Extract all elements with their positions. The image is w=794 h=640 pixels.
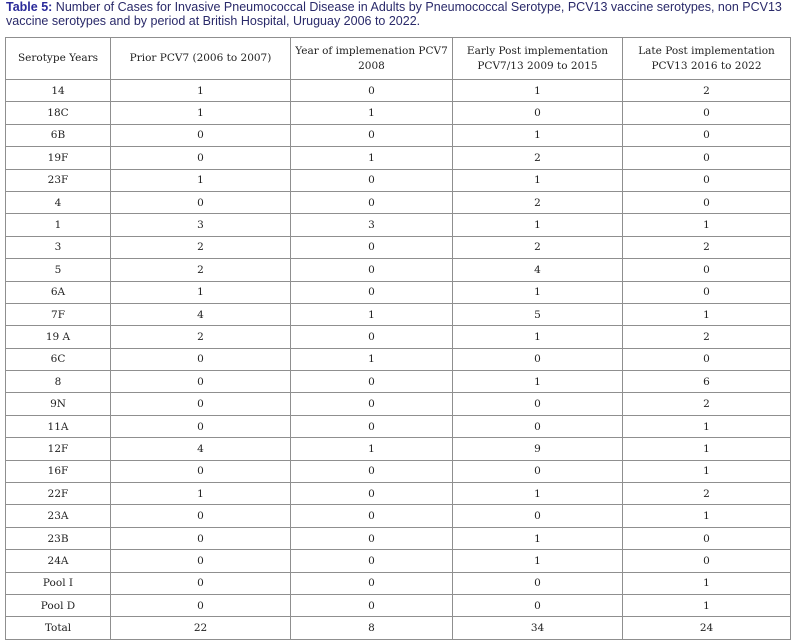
cell-early-post: 2 — [453, 147, 623, 169]
cell-early-post: 1 — [453, 80, 623, 102]
cell-serotype: 4 — [6, 191, 111, 213]
cell-serotype: 23F — [6, 169, 111, 191]
table-caption — [6, 0, 792, 28]
cell-early-post: 0 — [453, 460, 623, 482]
cell-late-post: 1 — [623, 505, 791, 527]
cell-serotype: 6C — [6, 348, 111, 370]
cell-early-post: 0 — [453, 594, 623, 616]
cell-implementation-2008: 0 — [291, 124, 453, 146]
table-row — [6, 124, 791, 146]
cell-prior-pcv7: 1 — [111, 169, 291, 191]
cell-serotype: 14 — [6, 80, 111, 102]
table-row — [6, 303, 791, 325]
table-row — [6, 259, 791, 281]
cell-late-post: 24 — [623, 617, 791, 639]
cell-late-post: 0 — [623, 348, 791, 370]
cell-serotype: 5 — [6, 259, 111, 281]
cell-early-post: 0 — [453, 415, 623, 437]
table-row — [6, 371, 791, 393]
cell-implementation-2008: 0 — [291, 371, 453, 393]
cell-late-post: 1 — [623, 594, 791, 616]
cell-late-post: 0 — [623, 169, 791, 191]
table-row — [6, 147, 791, 169]
table-row — [6, 102, 791, 124]
cell-implementation-2008: 0 — [291, 80, 453, 102]
cell-implementation-2008: 0 — [291, 505, 453, 527]
cell-late-post: 1 — [623, 214, 791, 236]
cell-early-post: 9 — [453, 438, 623, 460]
cell-prior-pcv7: 0 — [111, 527, 291, 549]
cell-prior-pcv7: 3 — [111, 214, 291, 236]
cell-serotype: 19F — [6, 147, 111, 169]
cell-early-post: 1 — [453, 483, 623, 505]
cell-implementation-2008: 0 — [291, 594, 453, 616]
header-row — [6, 38, 791, 80]
cell-serotype: 23A — [6, 505, 111, 527]
cell-serotype: 1 — [6, 214, 111, 236]
cell-serotype: 3 — [6, 236, 111, 258]
cell-prior-pcv7: 2 — [111, 236, 291, 258]
cell-early-post: 5 — [453, 303, 623, 325]
cell-early-post: 4 — [453, 259, 623, 281]
cell-implementation-2008: 1 — [291, 303, 453, 325]
total-row — [6, 617, 791, 639]
cell-prior-pcv7: 0 — [111, 191, 291, 213]
cell-implementation-2008: 1 — [291, 102, 453, 124]
header-cell-serotype: Serotype Years — [6, 38, 111, 80]
cell-late-post: 0 — [623, 259, 791, 281]
cell-implementation-2008: 1 — [291, 147, 453, 169]
cell-early-post: 1 — [453, 371, 623, 393]
cell-early-post: 2 — [453, 236, 623, 258]
cell-serotype: Total — [6, 617, 111, 639]
cell-prior-pcv7: 4 — [111, 303, 291, 325]
table-row — [6, 550, 791, 572]
table-row — [6, 326, 791, 348]
cell-late-post: 1 — [623, 303, 791, 325]
cell-prior-pcv7: 0 — [111, 572, 291, 594]
cell-serotype: Pool D — [6, 594, 111, 616]
cell-early-post: 1 — [453, 326, 623, 348]
cell-serotype: 12F — [6, 438, 111, 460]
cell-prior-pcv7: 0 — [111, 147, 291, 169]
cell-implementation-2008: 0 — [291, 326, 453, 348]
cell-serotype: 6B — [6, 124, 111, 146]
cell-late-post: 1 — [623, 415, 791, 437]
header-cell-implementation-2008: Year of implemenation PCV7 2008 — [291, 38, 453, 80]
cell-serotype: 24A — [6, 550, 111, 572]
cell-early-post: 0 — [453, 348, 623, 370]
table-row — [6, 438, 791, 460]
cases-table — [5, 37, 791, 640]
cell-late-post: 0 — [623, 527, 791, 549]
cell-late-post: 1 — [623, 572, 791, 594]
table-row — [6, 169, 791, 191]
cell-implementation-2008: 0 — [291, 415, 453, 437]
cell-serotype: 16F — [6, 460, 111, 482]
cell-late-post: 2 — [623, 483, 791, 505]
cell-prior-pcv7: 4 — [111, 438, 291, 460]
cell-early-post: 1 — [453, 281, 623, 303]
header-cell-early-post: Early Post implementation PCV7/13 2009 to 2015 — [453, 38, 623, 80]
cell-late-post: 0 — [623, 191, 791, 213]
table-row — [6, 527, 791, 549]
cell-implementation-2008: 1 — [291, 438, 453, 460]
table-row — [6, 191, 791, 213]
cell-implementation-2008: 3 — [291, 214, 453, 236]
cell-early-post: 0 — [453, 393, 623, 415]
header-cell-prior-pcv7: Prior PCV7 (2006 to 2007) — [111, 38, 291, 80]
table-row — [6, 460, 791, 482]
table-row — [6, 214, 791, 236]
cell-early-post: 0 — [453, 505, 623, 527]
cell-early-post: 0 — [453, 572, 623, 594]
cell-prior-pcv7: 0 — [111, 371, 291, 393]
cell-early-post: 1 — [453, 169, 623, 191]
cell-early-post: 34 — [453, 617, 623, 639]
caption-text: Number of Cases for Invasive Pneumococcal Disease in Adults by Pneumococcal Serotype, PCV13 vaccine serotypes, non PCV13 vaccine serotypes and by period at British Hospital, Uruguay 2006 to 2022. — [6, 0, 782, 28]
cell-implementation-2008: 0 — [291, 572, 453, 594]
cell-prior-pcv7: 0 — [111, 550, 291, 572]
cell-serotype: 6A — [6, 281, 111, 303]
table-row — [6, 505, 791, 527]
cell-late-post: 0 — [623, 102, 791, 124]
cell-early-post: 1 — [453, 527, 623, 549]
cell-early-post: 1 — [453, 214, 623, 236]
cell-late-post: 6 — [623, 371, 791, 393]
cell-prior-pcv7: 2 — [111, 259, 291, 281]
cell-late-post: 0 — [623, 124, 791, 146]
cell-prior-pcv7: 1 — [111, 80, 291, 102]
caption-label: Table 5: — [6, 0, 53, 14]
cell-implementation-2008: 0 — [291, 281, 453, 303]
cell-serotype: 9N — [6, 393, 111, 415]
cell-late-post: 2 — [623, 80, 791, 102]
cell-prior-pcv7: 1 — [111, 102, 291, 124]
cell-early-post: 1 — [453, 550, 623, 572]
cell-late-post: 2 — [623, 236, 791, 258]
cell-implementation-2008: 0 — [291, 169, 453, 191]
cell-prior-pcv7: 0 — [111, 348, 291, 370]
cell-implementation-2008: 0 — [291, 236, 453, 258]
cell-late-post: 0 — [623, 147, 791, 169]
header-cell-late-post: Late Post implementation PCV13 2016 to 2022 — [623, 38, 791, 80]
cell-implementation-2008: 0 — [291, 460, 453, 482]
table-row — [6, 80, 791, 102]
cell-serotype: 8 — [6, 371, 111, 393]
cell-late-post: 0 — [623, 281, 791, 303]
cell-early-post: 2 — [453, 191, 623, 213]
cell-serotype: 23B — [6, 527, 111, 549]
cell-implementation-2008: 0 — [291, 191, 453, 213]
cell-late-post: 1 — [623, 438, 791, 460]
cell-serotype: 18C — [6, 102, 111, 124]
cell-prior-pcv7: 0 — [111, 594, 291, 616]
cell-prior-pcv7: 22 — [111, 617, 291, 639]
cell-implementation-2008: 0 — [291, 527, 453, 549]
cell-late-post: 2 — [623, 326, 791, 348]
cell-late-post: 2 — [623, 393, 791, 415]
cell-late-post: 1 — [623, 460, 791, 482]
cell-implementation-2008: 0 — [291, 550, 453, 572]
table-header — [6, 38, 791, 80]
cell-prior-pcv7: 0 — [111, 415, 291, 437]
cell-prior-pcv7: 0 — [111, 393, 291, 415]
cell-serotype: 7F — [6, 303, 111, 325]
cell-prior-pcv7: 0 — [111, 124, 291, 146]
cell-implementation-2008: 0 — [291, 483, 453, 505]
table-row — [6, 483, 791, 505]
cell-late-post: 0 — [623, 550, 791, 572]
cell-serotype: 11A — [6, 415, 111, 437]
cell-prior-pcv7: 1 — [111, 281, 291, 303]
cell-implementation-2008: 0 — [291, 393, 453, 415]
table-body — [6, 80, 791, 640]
cell-early-post: 0 — [453, 102, 623, 124]
table-row — [6, 594, 791, 616]
table-row — [6, 572, 791, 594]
table-row — [6, 415, 791, 437]
cell-serotype: Pool I — [6, 572, 111, 594]
cell-prior-pcv7: 0 — [111, 505, 291, 527]
table-row — [6, 236, 791, 258]
cell-prior-pcv7: 2 — [111, 326, 291, 348]
table-row — [6, 281, 791, 303]
cell-prior-pcv7: 1 — [111, 483, 291, 505]
cell-prior-pcv7: 0 — [111, 460, 291, 482]
cell-implementation-2008: 1 — [291, 348, 453, 370]
cell-implementation-2008: 0 — [291, 259, 453, 281]
table-row — [6, 348, 791, 370]
cell-implementation-2008: 8 — [291, 617, 453, 639]
cell-early-post: 1 — [453, 124, 623, 146]
cell-serotype: 19 A — [6, 326, 111, 348]
cell-serotype: 22F — [6, 483, 111, 505]
table-row — [6, 393, 791, 415]
